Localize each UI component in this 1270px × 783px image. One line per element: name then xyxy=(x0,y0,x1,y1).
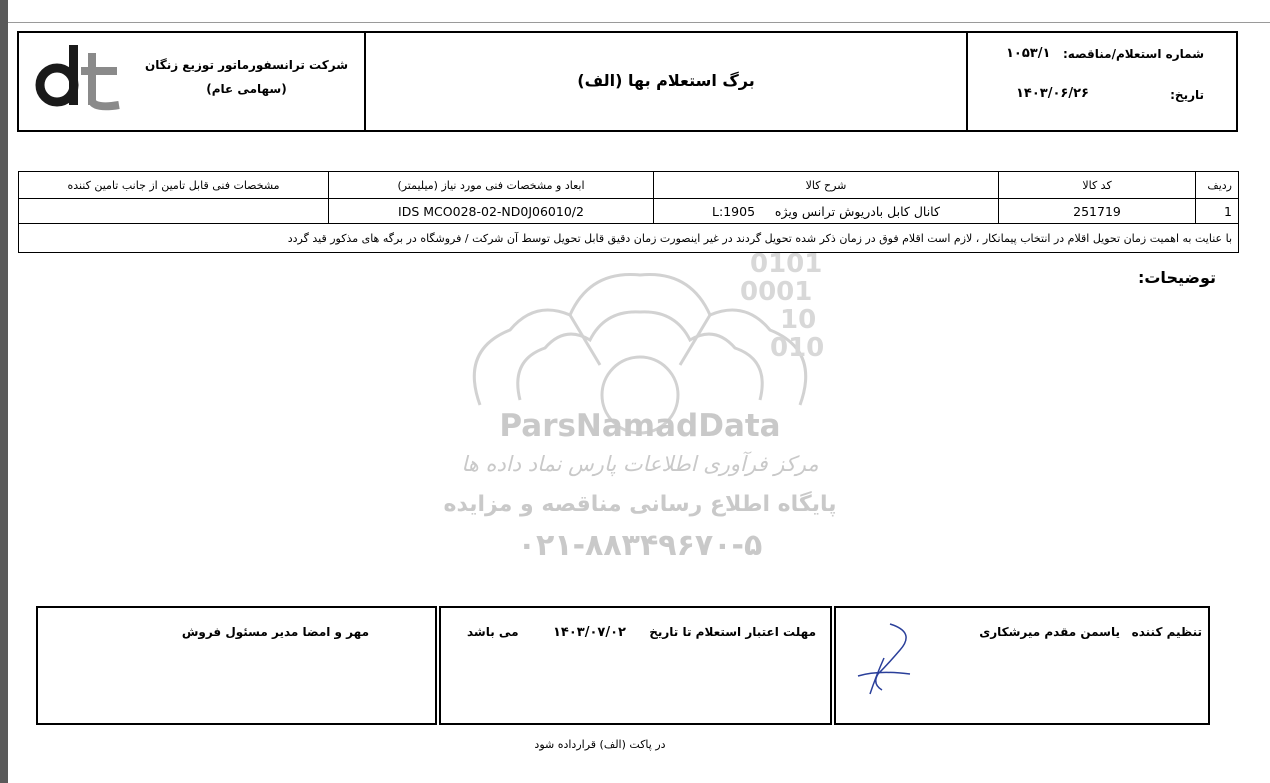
item-length: L:1905 xyxy=(712,203,756,219)
col-spec: ابعاد و مشخصات فنی مورد نیاز (میلیمتر) xyxy=(329,172,654,199)
col-row: ردیف xyxy=(1196,172,1239,199)
packet-note: در پاکت (الف) قرارداده شود xyxy=(534,738,666,751)
date-label: تاریخ: xyxy=(1170,88,1204,102)
table-header-row xyxy=(19,172,1239,199)
top-divider xyxy=(8,22,1270,23)
watermark-brand: ParsNamadData xyxy=(499,408,781,444)
col-description: شرح کالا xyxy=(654,172,999,199)
window-edge xyxy=(0,0,8,783)
items-table xyxy=(18,171,1239,253)
inquiry-date: ۱۴۰۳/۰۶/۲۶ xyxy=(1016,86,1089,101)
watermark-digits-2: 0001 xyxy=(740,277,813,307)
inquiry-number-label: شماره استعلام/مناقصه: xyxy=(1063,47,1204,61)
signature-image xyxy=(848,618,918,698)
company-cell xyxy=(19,33,368,130)
company-info xyxy=(139,53,354,101)
table-row xyxy=(19,199,1239,224)
row-number: 1 xyxy=(1196,199,1239,224)
watermark-digits-3: 10 xyxy=(780,305,817,335)
seal-label: مهر و امضا مدیر مسئول فروش xyxy=(181,625,369,639)
watermark-phone: ۰۲۱-۸۸۳۴۹۶۷۰-۵ xyxy=(517,528,763,563)
watermark-digits-4: 010 xyxy=(770,333,825,363)
watermark-flower-icon xyxy=(440,230,840,570)
col-code: کد کالا xyxy=(999,172,1196,199)
watermark xyxy=(440,230,840,570)
col-supplier-spec: مشخصات فنی قابل تامین از جانب تامین کننده xyxy=(19,172,329,199)
title-cell xyxy=(364,33,966,130)
watermark-line1: مرکز فرآوری اطلاعات پارس نماد داده ها xyxy=(461,452,819,476)
table-note-row xyxy=(19,224,1239,253)
seal-box xyxy=(36,606,437,725)
inquiry-meta xyxy=(966,33,1236,130)
item-spec: IDS MCO028-02-ND0J06010/2 xyxy=(329,199,654,224)
item-description: کانال کابل بادریوش ترانس ویژه xyxy=(774,203,940,219)
watermark-digits-1: 0101 xyxy=(750,249,823,279)
explanations-heading: توضیحات: xyxy=(1137,268,1216,287)
watermark-line2: پایگاه اطلاع رسانی مناقصه و مزایده xyxy=(443,492,837,517)
inquiry-number: ۱۰۵۳/۱ xyxy=(1006,46,1051,61)
prepared-by-name: یاسمن مقدم میرشکاری xyxy=(979,625,1120,639)
validity-date: ۱۴۰۳/۰۷/۰۲ xyxy=(553,625,626,640)
validity-box xyxy=(439,606,832,725)
delivery-note: با عنایت به اهمیت زمان تحویل اقلام در انتخاب پیمانکار ، لازم است اقلام فوق در زمان ذکر شده تحویل گردند در غیر اینصورت زمان دقیق قابل تحویل توسط آن شرکت / فروشگاه در برگه های مذکور قید گردد xyxy=(19,224,1239,253)
company-type: (سهامی عام) xyxy=(206,82,287,96)
company-logo xyxy=(33,43,123,111)
validity-suffix: می باشد xyxy=(467,625,519,639)
validity-label: مهلت اعتبار استعلام تا تاریخ xyxy=(649,625,816,639)
form-title: برگ استعلام بها (الف) xyxy=(577,71,755,90)
prepared-by-label: تنظیم کننده xyxy=(1131,625,1202,639)
item-description-cell xyxy=(654,199,999,224)
item-code: 251719 xyxy=(999,199,1196,224)
preparer-box xyxy=(834,606,1210,725)
supplier-spec xyxy=(19,199,329,224)
document-header xyxy=(17,31,1238,132)
company-name: شرکت ترانسفورماتور توزیع زنگان xyxy=(144,58,348,72)
